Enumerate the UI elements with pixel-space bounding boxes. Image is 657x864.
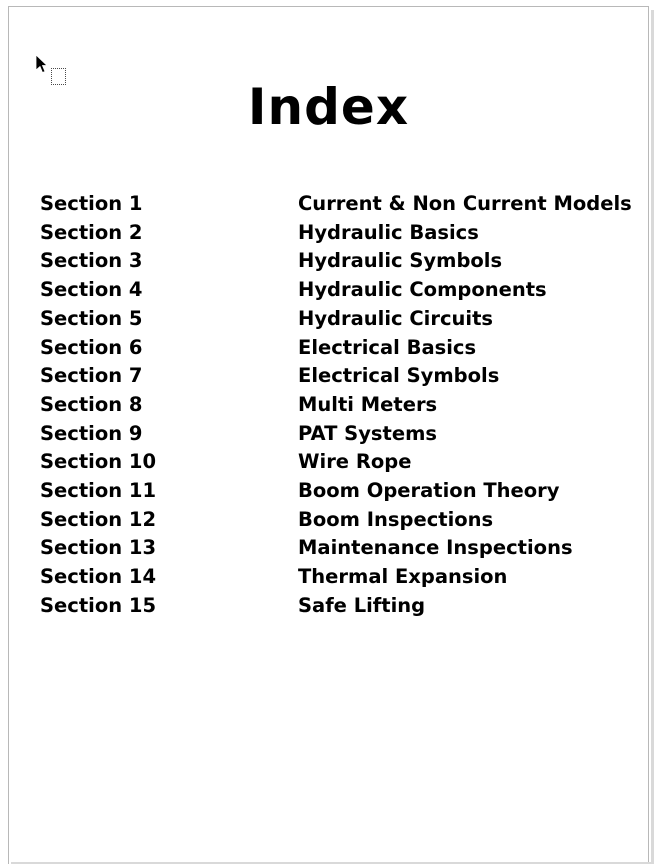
table-row bbox=[40, 362, 657, 391]
topic-label: Boom Inspections bbox=[298, 507, 494, 531]
section-label: Section 7 bbox=[40, 364, 143, 388]
table-row bbox=[40, 247, 657, 276]
section-label: Section 10 bbox=[40, 450, 157, 474]
topic-label: Hydraulic Circuits bbox=[298, 306, 494, 330]
table-row bbox=[40, 219, 657, 248]
page-title: Index bbox=[247, 78, 410, 136]
index-table bbox=[40, 190, 657, 621]
topic-label: Maintenance Inspections bbox=[298, 536, 573, 560]
table-row bbox=[40, 190, 657, 219]
section-label: Section 1 bbox=[40, 192, 143, 215]
topic-label: Boom Operation Theory bbox=[298, 479, 560, 503]
topic-label: Hydraulic Basics bbox=[298, 220, 479, 244]
topic-label: Safe Lifting bbox=[298, 593, 426, 617]
topic-label: Hydraulic Symbols bbox=[298, 249, 503, 273]
topic-label: Electrical Basics bbox=[298, 335, 477, 359]
section-label: Section 8 bbox=[40, 392, 143, 416]
section-label: Section 15 bbox=[40, 593, 157, 617]
topic-label: Thermal Expansion bbox=[298, 565, 508, 589]
index-table-body bbox=[40, 190, 657, 621]
table-row bbox=[40, 276, 657, 305]
topic-label: PAT Systems bbox=[298, 421, 438, 445]
topic-label: Multi Meters bbox=[298, 392, 438, 416]
page-border-left bbox=[8, 6, 9, 864]
section-label: Section 3 bbox=[40, 249, 143, 273]
mouse-pointer-icon bbox=[36, 55, 50, 75]
table-row bbox=[40, 477, 657, 506]
topic-label: Current & Non Current Models bbox=[298, 192, 632, 215]
topic-label: Wire Rope bbox=[298, 450, 412, 474]
table-row bbox=[40, 391, 657, 420]
section-label: Section 9 bbox=[40, 421, 143, 445]
table-row bbox=[40, 563, 657, 592]
table-row bbox=[40, 334, 657, 363]
table-row bbox=[40, 448, 657, 477]
topic-label: Hydraulic Components bbox=[298, 278, 547, 302]
table-row bbox=[40, 534, 657, 563]
drag-marquee-icon bbox=[51, 68, 66, 85]
table-row bbox=[40, 592, 657, 621]
section-label: Section 13 bbox=[40, 536, 157, 560]
section-label: Section 11 bbox=[40, 479, 157, 503]
table-row bbox=[40, 305, 657, 334]
table-row bbox=[40, 506, 657, 535]
table-row bbox=[40, 420, 657, 449]
section-label: Section 14 bbox=[40, 565, 157, 589]
section-label: Section 5 bbox=[40, 306, 143, 330]
section-label: Section 2 bbox=[40, 220, 143, 244]
section-label: Section 12 bbox=[40, 507, 157, 531]
topic-label: Electrical Symbols bbox=[298, 364, 500, 388]
section-label: Section 6 bbox=[40, 335, 143, 359]
page-border-top bbox=[8, 6, 649, 7]
section-label: Section 4 bbox=[40, 278, 143, 302]
